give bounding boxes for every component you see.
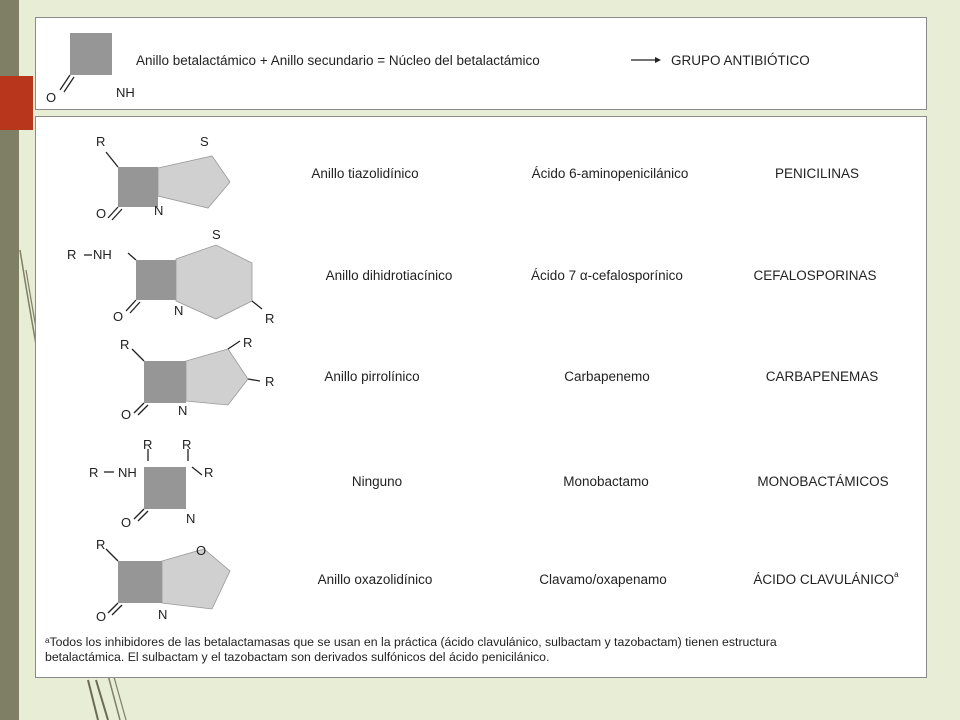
beta-lactam-ring-diagram <box>46 28 135 108</box>
footnote-marker: a <box>45 636 50 645</box>
atom-O: O <box>196 543 207 558</box>
footnote-text: Todos los inhibidores de las betalactamasas que se usan en la práctica (ácido clavulánico, sulbactam y tazobactam) tienen estructura betalactámica. El sulbactam y el tazobactam son derivados sulfónicos del ácido penicilánico. <box>45 635 777 664</box>
carbapenem-structure <box>78 335 278 427</box>
structures-table <box>35 116 927 678</box>
atom-R: R <box>96 134 106 149</box>
antibiotic-group <box>753 572 898 587</box>
atom-R: R <box>265 311 275 326</box>
ring-name: Anillo tiazolidínico <box>311 166 419 181</box>
atom-N: N <box>178 403 188 418</box>
atom-R: R <box>243 335 253 350</box>
atom-R: R <box>120 337 130 352</box>
monobactam-structure <box>86 435 226 529</box>
ring-name: Anillo dihidrotiacínico <box>325 268 453 283</box>
arrow-icon <box>631 55 661 65</box>
atom-R: R <box>182 437 192 452</box>
penicillin-structure <box>86 130 236 222</box>
header-equation-line <box>136 53 540 68</box>
atom-N: N <box>154 203 164 218</box>
header-result: GRUPO ANTIBIÓTICO <box>671 53 810 68</box>
atom-R: R <box>96 537 106 552</box>
atom-N: N <box>174 303 184 318</box>
ring-name: Anillo pirrolínico <box>324 369 420 384</box>
beta-lactam-square <box>70 33 112 75</box>
atom-O: O <box>121 407 132 422</box>
footnote <box>45 635 845 665</box>
atom-R: R <box>143 437 153 452</box>
atom-S: S <box>212 227 221 242</box>
header-equation: Anillo betalactámico + Anillo secundario = Núcleo del betalactámico <box>136 53 540 68</box>
antibiotic-group: CARBAPENEMAS <box>765 369 879 384</box>
atom-O: O <box>96 609 107 624</box>
atom-S: S <box>200 134 209 149</box>
atom-N: N <box>186 511 196 526</box>
atom-O: O <box>96 206 107 221</box>
atom-O: O <box>121 515 132 530</box>
antibiotic-group: MONOBACTÁMICOS <box>757 474 889 489</box>
nucleus-name: Ácido 6-aminopenicilánico <box>531 166 689 181</box>
nucleus-name: Ácido 7 α-cefalosporínico <box>531 268 683 283</box>
atom-R: R <box>204 465 214 480</box>
nucleus-name: Monobactamo <box>563 474 649 489</box>
atom-NH: NH <box>118 465 137 480</box>
atom-NH: NH <box>116 85 135 100</box>
ring-name: Ninguno <box>351 474 403 489</box>
footnote-marker: a <box>894 570 899 579</box>
cephalosporin-structure <box>64 227 275 329</box>
atom-R: R <box>89 465 99 480</box>
atom-N: N <box>158 607 168 622</box>
clavam-structure <box>86 535 236 629</box>
atom-R: R <box>67 247 77 262</box>
antibiotic-group: PENICILINAS <box>774 166 860 181</box>
header-panel <box>35 17 927 110</box>
atom-O: O <box>46 90 57 105</box>
atom-NH: NH <box>93 247 112 262</box>
ring-name: Anillo oxazolidínico <box>317 572 433 587</box>
atom-R: R <box>265 374 275 389</box>
atom-O: O <box>113 309 124 324</box>
nucleus-name: Clavamo/oxapenamo <box>539 572 667 587</box>
group-label: ÁCIDO CLAVULÁNICO <box>753 572 895 587</box>
antibiotic-group: CEFALOSPORINAS <box>753 268 877 283</box>
nucleus-name: Carbapenemo <box>564 369 650 384</box>
